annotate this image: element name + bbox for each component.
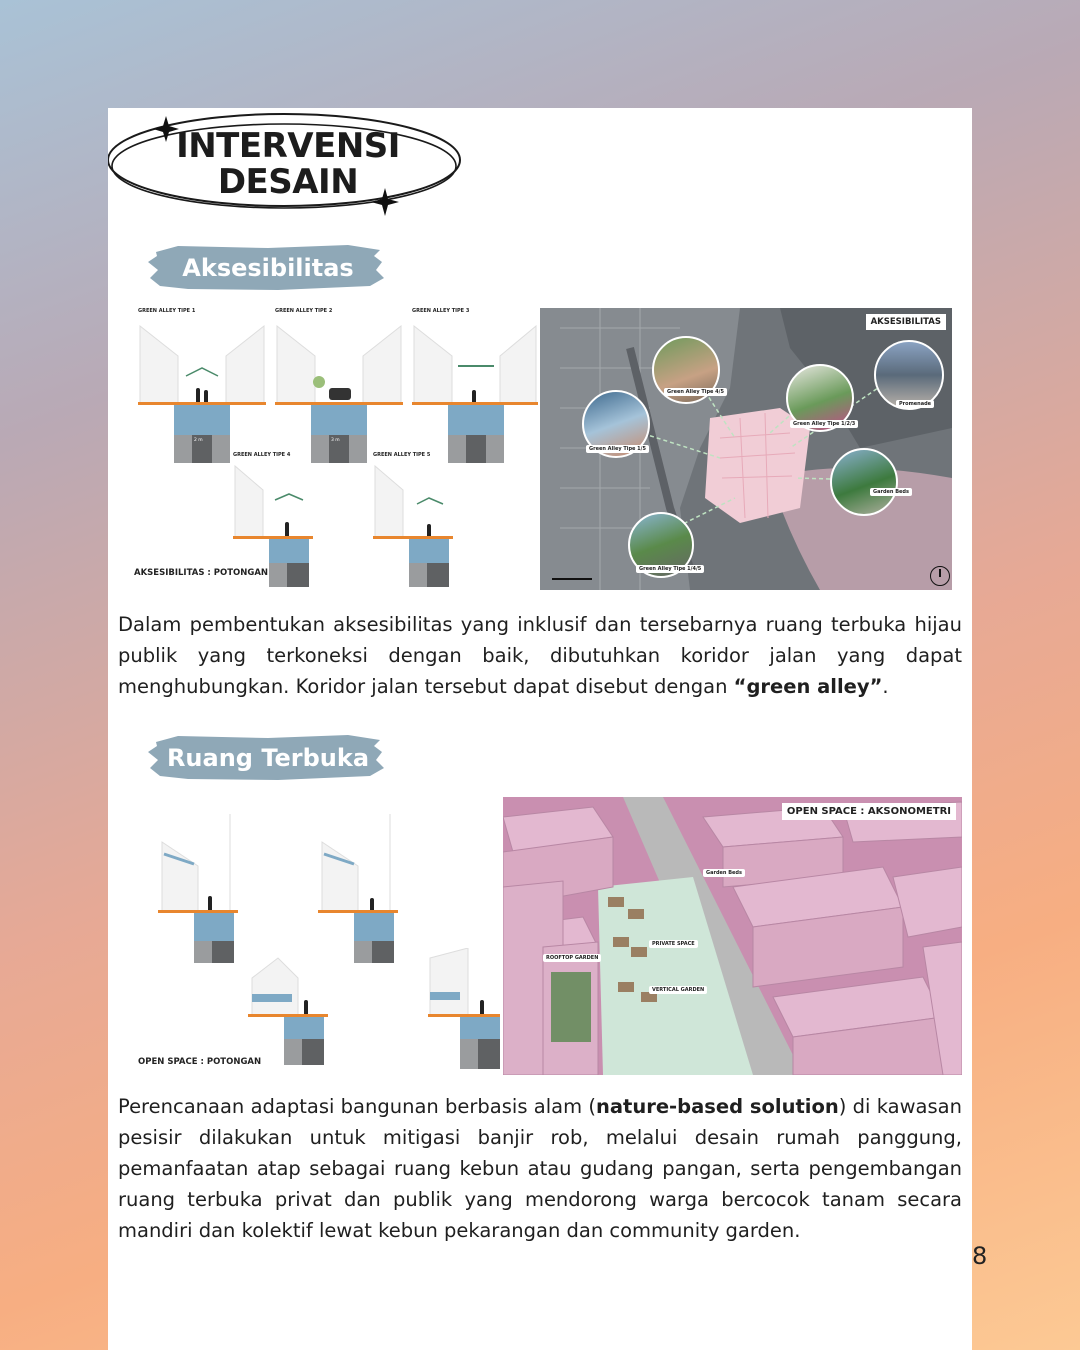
soil-block <box>269 563 287 587</box>
person-figure <box>204 390 208 402</box>
axo-label: Garden Beds <box>703 869 745 877</box>
axonometric-graphic <box>503 797 962 1075</box>
section-heading-text: Aksesibilitas <box>182 254 354 282</box>
soil-block <box>409 563 427 587</box>
water-level <box>284 1017 324 1039</box>
ruang-terbuka-paragraph <box>118 1091 962 1246</box>
soil-block <box>460 1039 478 1069</box>
page-number: 8 <box>972 1242 988 1270</box>
map-label: Promenade <box>896 400 934 408</box>
type-label-1: GREEN ALLEY TIPE 1 <box>138 308 196 314</box>
section-drawing-1 <box>138 316 266 466</box>
open-space-drawing-2 <box>318 814 398 964</box>
soil-block <box>466 435 486 463</box>
section-heading-aksesibilitas <box>148 242 388 294</box>
open-space-drawing-3 <box>248 938 328 1068</box>
section-drawing-3 <box>412 316 538 466</box>
open-space-potongan-caption: OPEN SPACE : POTONGAN <box>138 1057 262 1067</box>
section-heading-text: Ruang Terbuka <box>166 744 370 772</box>
open-space-axonometric <box>503 797 962 1075</box>
scale-bar <box>552 578 592 580</box>
building-outline-graphic <box>275 316 403 406</box>
type-label-2: GREEN ALLEY TIPE 2 <box>275 308 333 314</box>
building-outline-graphic <box>138 316 266 406</box>
person-figure <box>208 896 212 910</box>
map-label: Green Alley Tipe 1/5 <box>586 445 649 453</box>
open-space-drawing-1 <box>158 814 238 964</box>
axo-label: VERTICAL GARDEN <box>649 986 707 994</box>
water-level <box>174 405 230 435</box>
aksesibilitas-map <box>540 308 952 590</box>
person-figure <box>304 1000 308 1014</box>
type-label-3: GREEN ALLEY TIPE 3 <box>412 308 470 314</box>
paragraph-bold-term: “green alley” <box>733 675 883 698</box>
paragraph-end: . <box>882 675 889 698</box>
water-level <box>269 539 309 563</box>
map-label: Green Alley Tipe 1/4/5 <box>636 565 704 573</box>
person-figure <box>196 388 200 402</box>
soil-block <box>478 1039 500 1069</box>
water-level <box>311 405 367 435</box>
north-arrow-icon <box>930 566 950 586</box>
building-outline-graphic <box>233 460 313 540</box>
building-outline-graphic <box>318 814 398 914</box>
soil-block <box>174 435 192 463</box>
person-figure <box>427 524 431 536</box>
dimension-label: 3 m <box>331 438 340 443</box>
open-space-section-drawings <box>128 808 500 1074</box>
water-level <box>448 405 504 435</box>
type-label-4: GREEN ALLEY TIPE 4 <box>233 452 291 458</box>
page-sheet <box>108 108 972 1350</box>
soil-block <box>354 941 372 963</box>
axonometric-badge: OPEN SPACE : AKSONOMETRI <box>782 803 956 820</box>
photo-circle-garden-beds <box>830 448 898 516</box>
soil-block <box>212 435 230 463</box>
type-label-5: GREEN ALLEY TIPE 5 <box>373 452 431 458</box>
section-heading-ruang-terbuka <box>148 732 388 784</box>
person-figure <box>370 898 374 910</box>
soil-block <box>194 941 212 963</box>
soil-block <box>212 941 234 963</box>
dimension-label: 2 m <box>194 438 203 443</box>
soil-block <box>284 1039 302 1065</box>
paragraph-text-cont: ) di kawasan pesisir dilakukan untuk mitigasi banjir rob, melalui desain rumah panggung, pemanfaatan atap sebagai ruang kebun atau gudang pangan, serta pengembangan ruang terbuka privat dan publik yang mendorong warga bercocok tanam secara mandiri dan kolektif lewat kebun pekarangan dan community garden. <box>118 1095 962 1242</box>
soil-block <box>287 563 309 587</box>
map-label: Garden Beds <box>870 488 912 496</box>
map-badge: AKSESIBILITAS <box>866 314 946 330</box>
water-level <box>460 1017 500 1039</box>
water-level <box>354 913 394 941</box>
soil-block <box>349 435 367 463</box>
person-figure <box>472 390 476 402</box>
potongan-caption: AKSESIBILITAS : POTONGAN <box>134 568 269 578</box>
water-level <box>194 913 234 941</box>
soil-block <box>486 435 504 463</box>
paragraph-bold-term: nature-based solution <box>595 1095 839 1118</box>
soil-block <box>448 435 466 463</box>
axo-label: PRIVATE SPACE <box>649 940 698 948</box>
soil-block <box>427 563 449 587</box>
water-level <box>409 539 449 563</box>
section-drawing-2 <box>275 316 403 466</box>
title-line-1: INTERVENSI <box>176 126 400 166</box>
building-outline-graphic <box>428 948 500 1018</box>
section-drawing-5 <box>373 460 453 588</box>
paragraph-text: Perencanaan adaptasi bangunan berbasis alam ( <box>118 1095 596 1118</box>
map-label: Green Alley Tipe 1/2/3 <box>790 420 858 428</box>
soil-block <box>372 941 394 963</box>
building-outline-graphic <box>158 814 238 914</box>
map-label: Green Alley Tipe 4/5 <box>664 388 727 396</box>
building-outline-graphic <box>373 460 453 540</box>
title-badge <box>108 108 468 223</box>
building-outline-graphic <box>248 938 328 1018</box>
soil-block <box>311 435 329 463</box>
aksesibilitas-section-drawings <box>128 304 538 588</box>
person-figure <box>285 522 289 536</box>
page-title <box>158 128 418 200</box>
soil-block <box>302 1039 324 1065</box>
open-space-drawing-4 <box>428 948 500 1072</box>
person-figure <box>480 1000 484 1014</box>
axo-label: ROOFTOP GARDEN <box>543 954 601 962</box>
paragraph-text: Dalam pembentukan aksesibilitas yang inklusif dan tersebarnya ruang terbuka hijau publik yang terkoneksi dengan baik, dibutuhkan koridor jalan yang dapat menghubungkan. Koridor jalan tersebut dapat disebut dengan <box>118 613 962 698</box>
aksesibilitas-paragraph <box>118 609 962 702</box>
title-line-2: DESAIN <box>217 162 359 202</box>
